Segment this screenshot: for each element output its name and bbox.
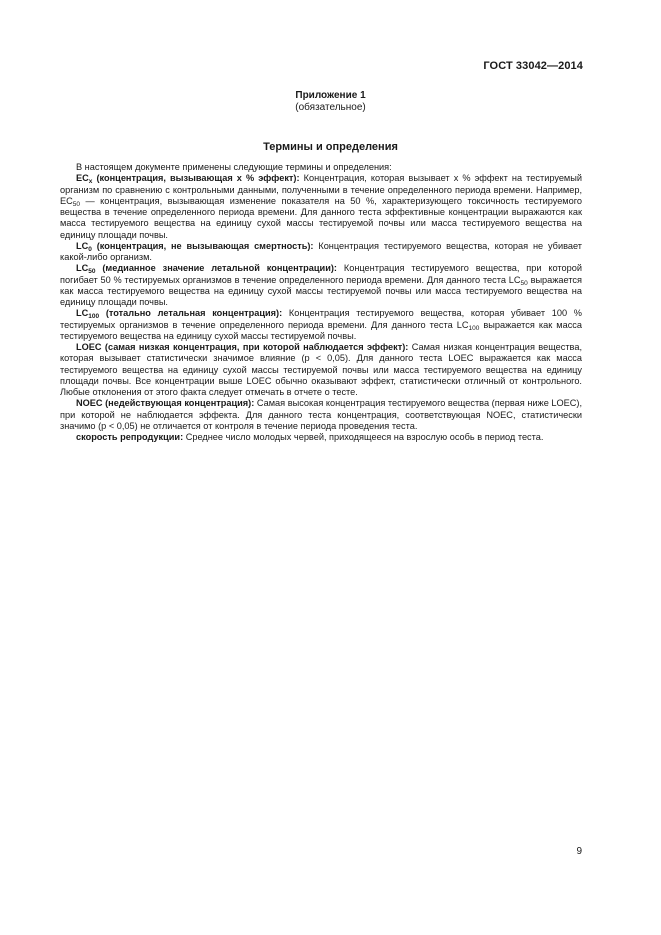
term-lc0 (60, 241, 582, 264)
term-lc0-def: Концентрация тестируемого вещества, которая не убивает какой-либо организм. (60, 240, 582, 262)
term-noec-label: NOEC (недействующая концентрация): (76, 398, 255, 409)
terms-content (60, 162, 582, 443)
term-lc100 (60, 308, 582, 342)
term-ecx-label (76, 173, 300, 186)
term-noec-def: Самая высокая концентрация тестируемого вещества (первая ниже LOEC), при которой не наблюдается эффекта. Для данного теста концентрация, соответствующая NOEC, статистически значимо (p < 0,05) не отличается от контроля в течение периода проведения теста. (60, 398, 583, 431)
term-lc50-base: LC (76, 263, 89, 274)
document-code: ГОСТ 33042—2014 (483, 60, 583, 72)
term-reproduction-rate (60, 432, 582, 443)
appendix-subtitle: (обязательное) (295, 102, 366, 113)
term-ecx-def2: — концентрация, вызывающая изменение показателя на 50 %, характеризующего токсичность тестируемого вещества в течение определенного периода времени. Для данного теста эффективные концентрации выражаются как масса тестируемого вещества на единицу сухой массы тестируемой почвы или масса тестируемого вещества на единицу площади почвы. (60, 195, 582, 240)
term-lc50-label (76, 263, 337, 276)
term-lc0-sub: 0 (88, 245, 92, 253)
term-lc50-sub: 50 (88, 268, 96, 276)
term-lc100-base: LC (76, 308, 89, 319)
term-lc0-base: LC (76, 240, 89, 251)
term-ecx (60, 173, 582, 241)
appendix-title: Приложение 1 (295, 90, 366, 101)
term-repro-label: скорость репродукции: (76, 432, 184, 442)
term-lc0-name: (концентрация, не вызывающая смертность): (96, 240, 314, 251)
term-repro-def: Среднее число молодых червей, приходящееся на взрослую особь в период теста. (185, 432, 544, 442)
term-lc50 (60, 263, 582, 308)
term-lc50-def1: Концентрация тестируемого вещества, при которой погибает 50 % тестируемых организмов в течение определенного периода времени. Для данного теста LC (60, 263, 582, 285)
term-lc100-name: (тотально летальная концентрация): (105, 308, 283, 319)
section-title: Термины и определения (263, 141, 398, 153)
term-lc100-def1: Концентрация тестируемого вещества, которая убивает 100 % тестируемых организмов в течение определенного периода времени. Для данного теста LC (60, 308, 582, 330)
intro-paragraph: В настоящем документе применены следующие термины и определения: (76, 162, 392, 172)
term-ecx-sub: x (88, 178, 93, 186)
term-loec-label: LOEC (самая низкая концентрация, при которой наблюдается эффект): (76, 342, 409, 352)
term-lc100-def2: выражается как масса тестируемого вещества на единицу сухой массы тестируемой почвы. (60, 319, 582, 341)
term-loec-def: Самая низкая концентрация вещества, которая вызывает статистически значимое влияние (p < 0,05). Для данного теста LOEC выражается как масса тестируемого вещества на единицу сухой массы тестируемой почвы или масса тестируемого вещества на единицу площади почвы. Все концентрации выше LOEC обычно оказывают эффект, статистически отличный от контрольного. Любые отклонения от этого факта следует отмечать в отчете о тесте. (60, 342, 582, 397)
appendix-heading (0, 90, 661, 114)
term-lc100-label (76, 308, 283, 321)
term-loec (60, 342, 582, 398)
term-lc50-def-sub: 50 (520, 279, 528, 287)
term-noec (60, 398, 582, 432)
term-ecx-name: (концентрация, вызывающая x % эффект): (96, 173, 300, 184)
term-ecx-def1: Концентрация, которая вызывает x % эффект на тестируемый организм по сравнению с контрольными данными, полученными в течение определенного периода времени. Например, EC (60, 173, 582, 206)
term-ecx-base: EC (76, 173, 89, 184)
term-lc50-def2: выражается как масса тестируемого вещества на единицу сухой массы тестируемой почвы или масса тестируемого вещества на единицу площади почвы. (60, 274, 582, 307)
term-ecx-def-sub: 50 (72, 200, 80, 208)
page-number: 9 (576, 846, 582, 857)
term-lc0-label (76, 241, 314, 251)
term-lc50-name: (медианное значение летальной концентрации): (102, 263, 337, 274)
term-lc100-def-sub: 100 (468, 324, 480, 332)
term-lc100-sub: 100 (88, 313, 100, 321)
